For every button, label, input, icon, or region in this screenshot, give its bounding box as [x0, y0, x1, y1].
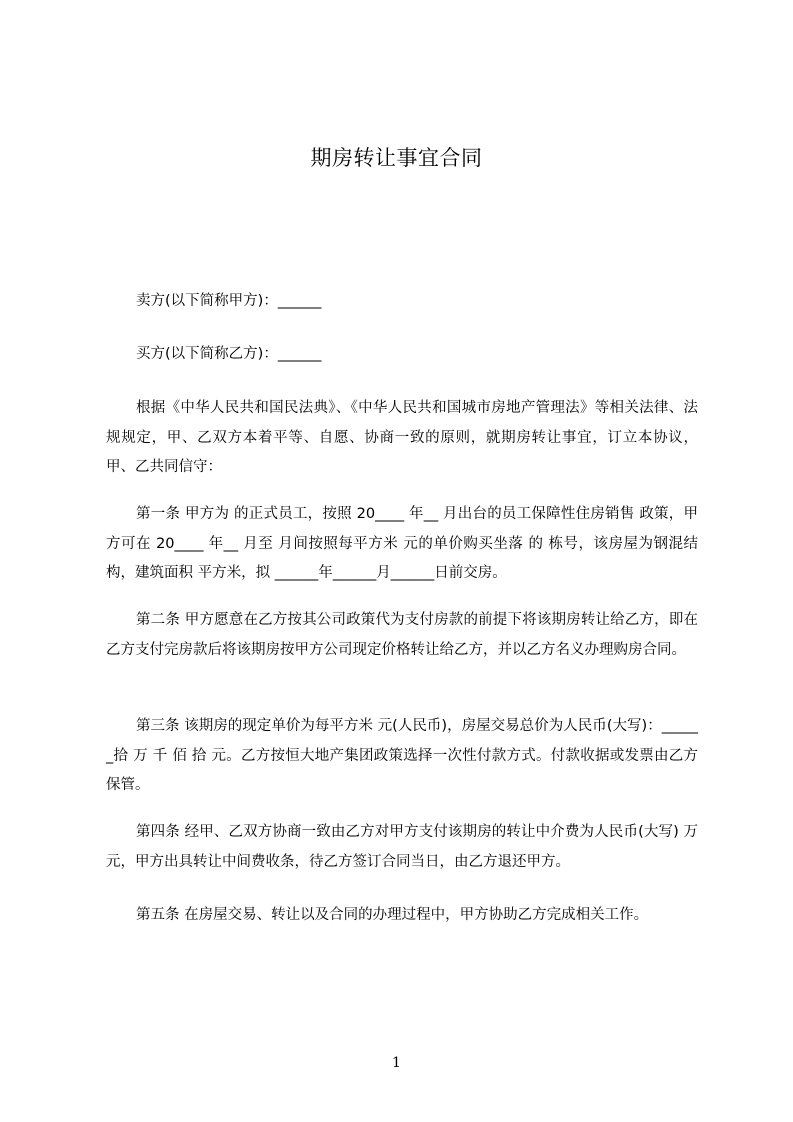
buyer-line: 买方(以下简称乙方)：______ — [136, 346, 322, 362]
intro-paragraph: 根据《中华人民共和国民法典》、《中华人民共和国城市房地产管理法》等相关法律、法规规定，甲、乙双方本着平等、自愿、协商一致的原则，就期房转让事宜，订立本协议，甲、乙共同信守： — [106, 400, 698, 475]
article-4: 第四条 经甲、乙双方协商一致由乙方对甲方支付该期房的转让中介费为人民币(大写) 万元，甲方出具转让中间费收条，待乙方签订合同当日，由乙方退还甲方。 — [106, 824, 698, 870]
document-title: 期房转让事宜合同 — [310, 146, 483, 170]
article-2: 第二条 甲方愿意在乙方按其公司政策代为支付房款的前提下将该期房转让给乙方，即在乙方支付完房款后将该期房按甲方公司现定价格转让给乙方，并以乙方名义办理购房合同。 — [106, 612, 698, 658]
seller-line: 卖方(以下简称甲方)：______ — [136, 293, 322, 309]
article-3: 第三条 该期房的现定单价为每平方米 元(人民币)，房屋交易总价为人民币(大写)：______拾 万 千 佰 拾 元。乙方按恒大地产集团政策选择一次性付款方式。付款收据或发票由乙方保管。 — [106, 718, 698, 793]
article-1: 第一条 甲方为 的正式员工，按照 20____ 年__ 月出台的员工保障性住房销售 政策，甲方可在 20____ 年__ 月至 月间按照每平方米 元的单价购买坐落 的 栋号，该房屋为钢混结构，建筑面积 平方米，拟 ______年______月______日前交房。 — [106, 506, 698, 581]
page-number: 1 — [392, 1055, 401, 1071]
article-5: 第五条 在房屋交易、转让以及合同的办理过程中，甲方协助乙方完成相关工作。 — [136, 907, 649, 923]
